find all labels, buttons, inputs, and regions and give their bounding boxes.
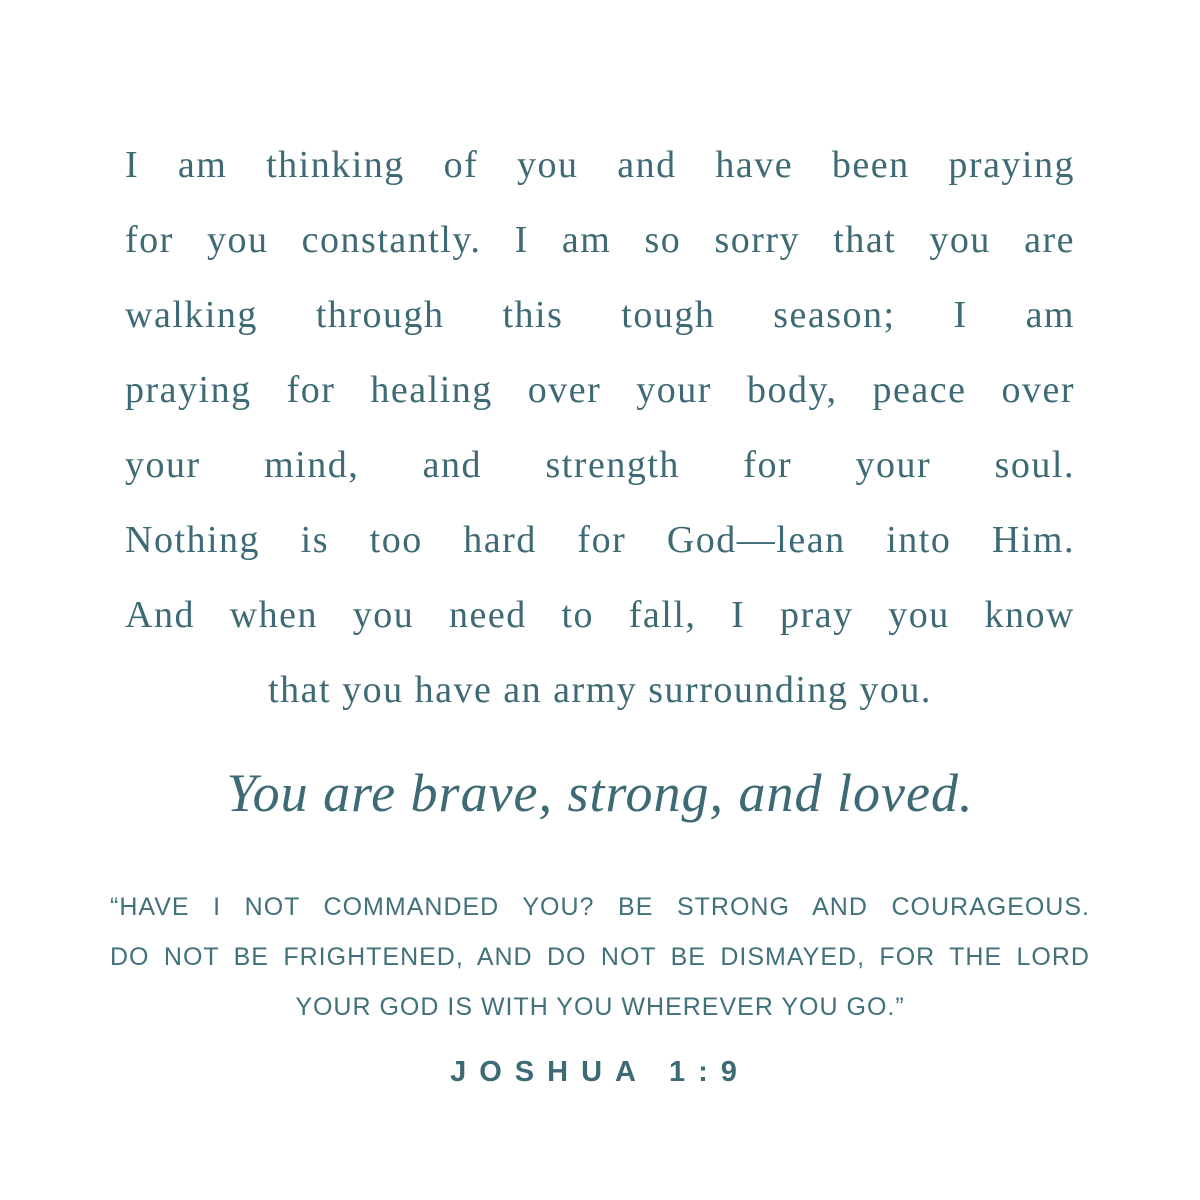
verse-line: “HAVE I NOT COMMANDED YOU? BE STRONG AND COURAGEOUS. <box>110 893 1090 921</box>
message-line: your mind, and strength for your soul. <box>125 444 1075 486</box>
verse-block <box>110 882 1090 1032</box>
message-line-last: that you have an army surrounding you. <box>268 669 932 711</box>
verse-line: DO NOT BE FRIGHTENED, AND DO NOT BE DISMAYED, FOR THE LORD <box>110 943 1090 971</box>
message-line: And when you need to fall, I pray you know <box>125 594 1075 636</box>
message-line: for you constantly. I am so sorry that you are <box>125 219 1075 261</box>
message-line: I am thinking of you and have been praying <box>125 144 1075 186</box>
message-line: walking through this tough season; I am <box>125 294 1075 336</box>
message-line: praying for healing over your body, peace over <box>125 369 1075 411</box>
verse-line-last: YOUR GOD IS WITH YOU WHEREVER YOU GO.” <box>295 993 905 1021</box>
handwritten-script-line: You are brave, strong, and loved. <box>226 763 974 823</box>
message-line: Nothing is too hard for God—lean into Him. <box>125 519 1075 561</box>
message-paragraph <box>125 0 1075 728</box>
verse-reference: JOSHUA 1:9 <box>450 1056 750 1088</box>
